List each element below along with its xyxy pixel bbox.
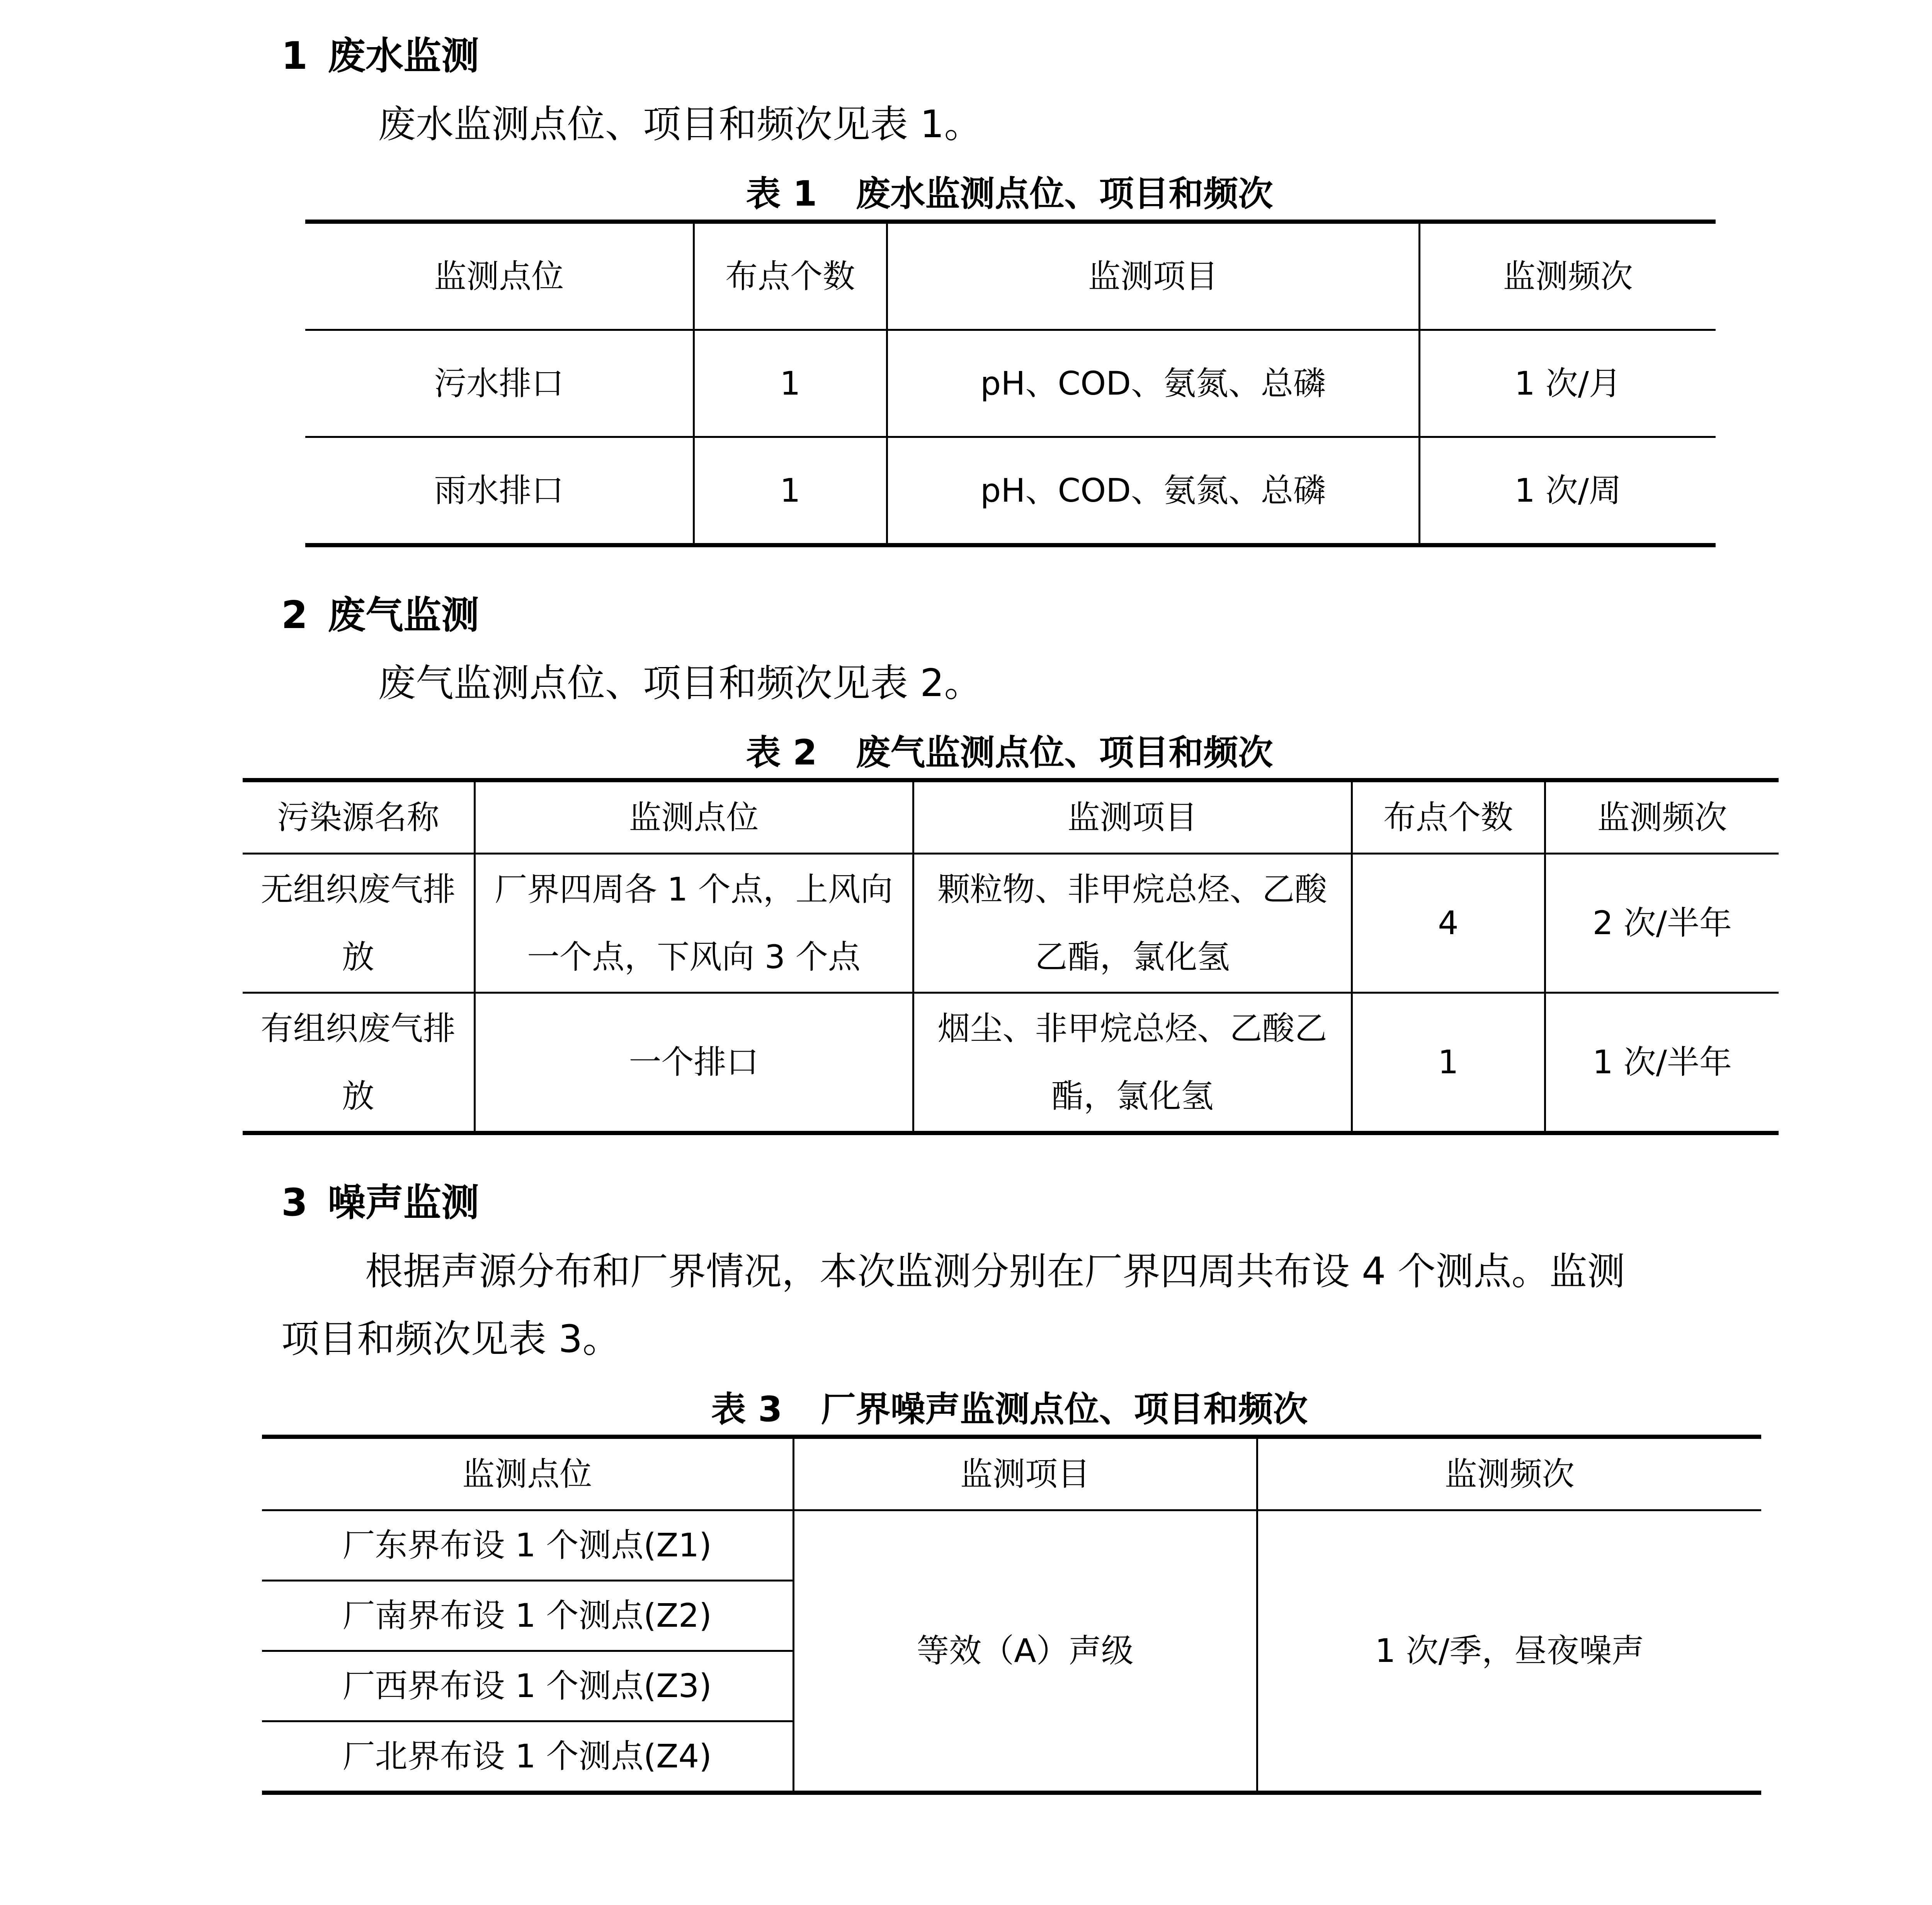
table-2-header-cell: 布点个数 <box>1352 780 1545 854</box>
table-2-header-cell: 污染源名称 <box>243 780 474 854</box>
table-2-caption-number: 表 2 <box>746 732 817 773</box>
table-2-waste-gas <box>243 778 1779 1135</box>
section-3-title: 噪声监测 <box>328 1181 480 1225</box>
section-3-intro-line-1: 根据声源分布和厂界情况，本次监测分别在厂界四周共布设 4 个测点。监测 <box>365 1250 1625 1294</box>
table-2-header-cell: 监测项目 <box>913 780 1352 854</box>
table-cell: 厂北界布设 1 个测点(Z4) <box>262 1721 793 1793</box>
table-1-header-cell: 监测频次 <box>1419 222 1716 330</box>
table-cell-item: 等效（A）声级 <box>793 1510 1257 1793</box>
table-cell: 1 <box>694 330 887 437</box>
section-3-heading <box>281 1180 479 1226</box>
table-3-header-cell: 监测项目 <box>793 1437 1257 1510</box>
section-3-intro-line-2: 项目和频次见表 3。 <box>281 1317 621 1361</box>
table-1-caption-number: 表 1 <box>746 174 817 214</box>
table-1-caption-title: 废水监测点位、项目和频次 <box>855 174 1273 214</box>
table-3-header-row <box>262 1437 1761 1510</box>
table-2-header-cell: 监测点位 <box>474 780 913 854</box>
table-1-header-cell: 监测点位 <box>305 222 694 330</box>
section-1-number: 1 <box>281 34 308 78</box>
table-cell: 颗粒物、非甲烷总烃、乙酸乙酯，氯化氢 <box>913 854 1352 993</box>
table-cell: 有组织废气排放 <box>243 993 474 1133</box>
section-2-heading <box>281 592 479 638</box>
section-2-intro: 废气监测点位、项目和频次见表 2。 <box>378 661 982 705</box>
table-2-caption-title: 废气监测点位、项目和频次 <box>855 732 1273 773</box>
table-1-header-cell: 监测项目 <box>887 222 1419 330</box>
table-1-wastewater <box>305 220 1716 547</box>
table-3-caption-number: 表 3 <box>711 1389 782 1430</box>
table-2-header-cell: 监测频次 <box>1545 780 1779 854</box>
table-1-header-row <box>305 222 1716 330</box>
table-cell: 无组织废气排放 <box>243 854 474 993</box>
section-2-number: 2 <box>281 593 308 637</box>
table-cell: pH、COD、氨氮、总磷 <box>887 437 1419 545</box>
table-cell: 雨水排口 <box>305 437 694 545</box>
table-cell: 1 <box>694 437 887 545</box>
table-cell: 厂东界布设 1 个测点(Z1) <box>262 1510 793 1581</box>
section-1-title: 废水监测 <box>328 34 480 78</box>
table-cell: 厂南界布设 1 个测点(Z2) <box>262 1581 793 1651</box>
table-cell: 1 次/周 <box>1419 437 1716 545</box>
table-cell: 2 次/半年 <box>1545 854 1779 993</box>
table-3-header-cell: 监测点位 <box>262 1437 793 1510</box>
table-cell: 厂西界布设 1 个测点(Z3) <box>262 1651 793 1721</box>
table-cell: 1 次/月 <box>1419 330 1716 437</box>
table-1-header-cell: 布点个数 <box>694 222 887 330</box>
table-cell: 4 <box>1352 854 1545 993</box>
table-row <box>305 437 1716 545</box>
section-1-heading <box>281 33 479 79</box>
table-row <box>305 330 1716 437</box>
table-cell: 1 <box>1352 993 1545 1133</box>
table-cell: 厂界四周各 1 个点，上风向一个点，下风向 3 个点 <box>474 854 913 993</box>
table-row <box>243 993 1779 1133</box>
table-2-header-row <box>243 780 1779 854</box>
section-3-number: 3 <box>281 1181 308 1225</box>
section-2-title: 废气监测 <box>328 593 480 637</box>
table-cell: 一个排口 <box>474 993 913 1133</box>
table-cell-frequency: 1 次/季，昼夜噪声 <box>1257 1510 1761 1793</box>
table-3-header-cell: 监测频次 <box>1257 1437 1761 1510</box>
section-1-intro: 废水监测点位、项目和频次见表 1。 <box>378 102 982 146</box>
table-cell: pH、COD、氨氮、总磷 <box>887 330 1419 437</box>
table-1-caption <box>0 173 1932 215</box>
table-row <box>243 854 1779 993</box>
table-3-caption-title: 厂界噪声监测点位、项目和频次 <box>821 1389 1308 1430</box>
table-cell: 烟尘、非甲烷总烃、乙酸乙酯，氯化氢 <box>913 993 1352 1133</box>
table-3-caption <box>0 1388 1932 1431</box>
table-cell: 1 次/半年 <box>1545 993 1779 1133</box>
table-cell: 污水排口 <box>305 330 694 437</box>
table-2-caption <box>0 732 1932 774</box>
table-row <box>262 1510 1761 1581</box>
table-3-noise <box>262 1435 1761 1795</box>
